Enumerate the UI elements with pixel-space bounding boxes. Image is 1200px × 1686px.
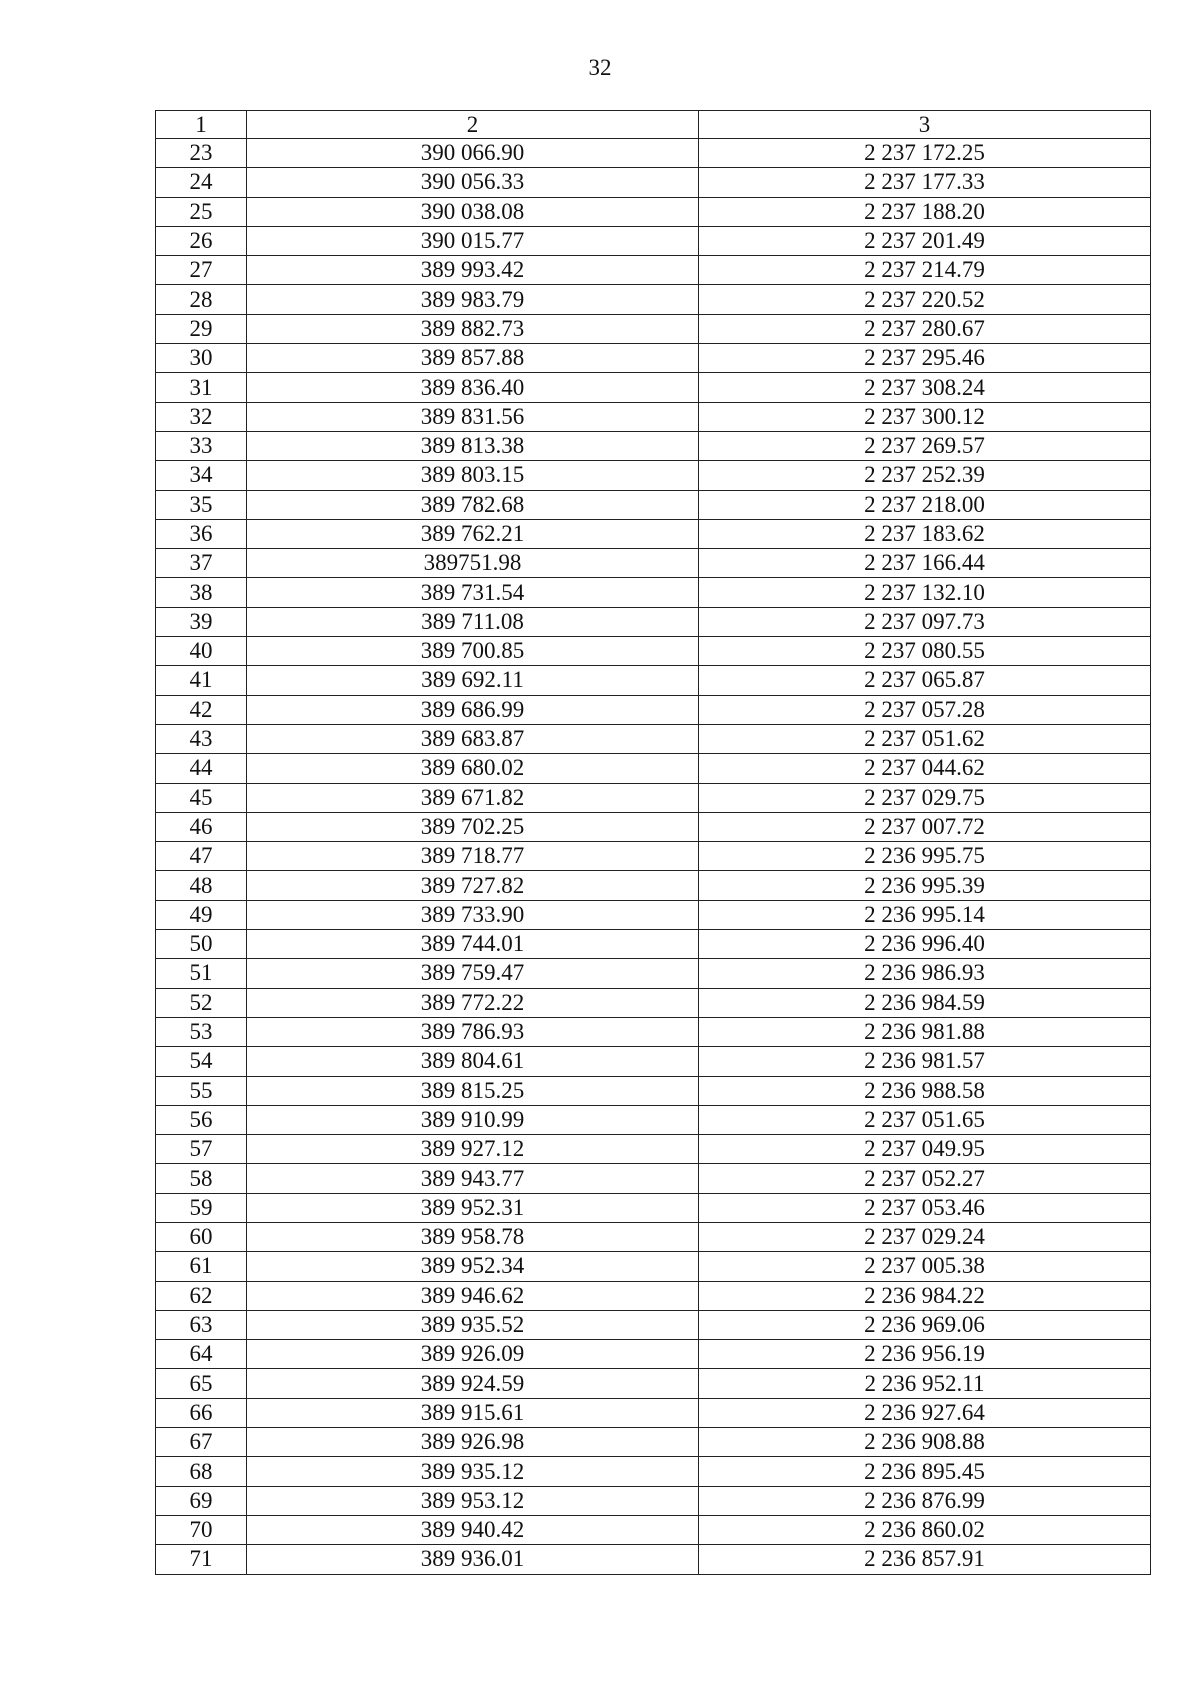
point-number-cell: 27 [156,256,247,285]
x-coordinate-cell: 389 926.09 [247,1340,699,1369]
point-number-cell: 40 [156,637,247,666]
y-coordinate-cell: 2 237 308.24 [699,373,1151,402]
x-coordinate-cell: 389 936.01 [247,1545,699,1574]
point-number-cell: 66 [156,1398,247,1427]
point-number-cell: 68 [156,1457,247,1486]
y-coordinate-cell: 2 237 080.55 [699,637,1151,666]
table-row [156,197,1151,226]
x-coordinate-cell: 389 683.87 [247,724,699,753]
point-number-cell: 58 [156,1164,247,1193]
point-number-cell: 46 [156,812,247,841]
x-coordinate-cell: 389 940.42 [247,1515,699,1544]
x-coordinate-cell: 389 804.61 [247,1047,699,1076]
y-coordinate-cell: 2 237 188.20 [699,197,1151,226]
point-number-cell: 33 [156,431,247,460]
table-row [156,1164,1151,1193]
y-coordinate-cell: 2 236 988.58 [699,1076,1151,1105]
point-number-cell: 28 [156,285,247,314]
y-coordinate-cell: 2 236 876.99 [699,1486,1151,1515]
y-coordinate-cell: 2 237 166.44 [699,549,1151,578]
y-coordinate-cell: 2 237 007.72 [699,812,1151,841]
y-coordinate-cell: 2 237 049.95 [699,1135,1151,1164]
table-row [156,1428,1151,1457]
table-row [156,842,1151,871]
point-number-cell: 39 [156,607,247,636]
point-number-cell: 43 [156,724,247,753]
y-coordinate-cell: 2 237 280.67 [699,314,1151,343]
x-coordinate-cell: 390 066.90 [247,139,699,168]
x-coordinate-cell: 389 692.11 [247,666,699,695]
x-coordinate-cell: 389 958.78 [247,1222,699,1251]
point-number-cell: 70 [156,1515,247,1544]
x-coordinate-cell: 389 927.12 [247,1135,699,1164]
y-coordinate-cell: 2 237 300.12 [699,402,1151,431]
point-number-cell: 50 [156,930,247,959]
table-header [156,111,1151,139]
x-coordinate-cell: 389 836.40 [247,373,699,402]
table-row [156,666,1151,695]
point-number-cell: 71 [156,1545,247,1574]
table-row [156,812,1151,841]
point-number-cell: 23 [156,139,247,168]
point-number-cell: 67 [156,1428,247,1457]
x-coordinate-cell: 389 983.79 [247,285,699,314]
y-coordinate-cell: 2 236 952.11 [699,1369,1151,1398]
x-coordinate-cell: 390 015.77 [247,226,699,255]
table-row [156,637,1151,666]
point-number-cell: 52 [156,988,247,1017]
table-row [156,578,1151,607]
table-row [156,1515,1151,1544]
x-coordinate-cell: 389 953.12 [247,1486,699,1515]
y-coordinate-cell: 2 237 005.38 [699,1252,1151,1281]
table-row [156,549,1151,578]
point-number-cell: 31 [156,373,247,402]
y-coordinate-cell: 2 237 201.49 [699,226,1151,255]
y-coordinate-cell: 2 236 996.40 [699,930,1151,959]
y-coordinate-cell: 2 237 044.62 [699,754,1151,783]
y-coordinate-cell: 2 237 097.73 [699,607,1151,636]
x-coordinate-cell: 389 671.82 [247,783,699,812]
point-number-cell: 63 [156,1310,247,1339]
table-row [156,519,1151,548]
table-row [156,1545,1151,1574]
table-row [156,139,1151,168]
table-row [156,1076,1151,1105]
x-coordinate-cell: 389 727.82 [247,871,699,900]
table-row [156,1398,1151,1427]
table-row [156,431,1151,460]
point-number-cell: 61 [156,1252,247,1281]
y-coordinate-cell: 2 236 969.06 [699,1310,1151,1339]
page-number: 32 [588,55,612,80]
header-col-3: 3 [699,111,1151,139]
y-coordinate-cell: 2 237 065.87 [699,666,1151,695]
x-coordinate-cell: 389 926.98 [247,1428,699,1457]
y-coordinate-cell: 2 236 986.93 [699,959,1151,988]
table-row [156,490,1151,519]
table-row [156,959,1151,988]
header-col-1: 1 [156,111,247,139]
y-coordinate-cell: 2 237 029.24 [699,1222,1151,1251]
point-number-cell: 57 [156,1135,247,1164]
x-coordinate-cell: 389 731.54 [247,578,699,607]
header-col-2: 2 [247,111,699,139]
table-row [156,988,1151,1017]
x-coordinate-cell: 390 056.33 [247,168,699,197]
point-number-cell: 65 [156,1369,247,1398]
x-coordinate-cell: 389 935.52 [247,1310,699,1339]
table-row [156,1486,1151,1515]
y-coordinate-cell: 2 236 995.75 [699,842,1151,871]
table-row [156,900,1151,929]
point-number-cell: 49 [156,900,247,929]
x-coordinate-cell: 389 772.22 [247,988,699,1017]
x-coordinate-cell: 389 718.77 [247,842,699,871]
x-coordinate-cell: 389 943.77 [247,1164,699,1193]
x-coordinate-cell: 389 935.12 [247,1457,699,1486]
y-coordinate-cell: 2 237 052.27 [699,1164,1151,1193]
point-number-cell: 36 [156,519,247,548]
point-number-cell: 24 [156,168,247,197]
y-coordinate-cell: 2 237 269.57 [699,431,1151,460]
y-coordinate-cell: 2 236 860.02 [699,1515,1151,1544]
header-row [156,111,1151,139]
x-coordinate-cell: 389 924.59 [247,1369,699,1398]
table-row [156,1193,1151,1222]
x-coordinate-cell: 389 952.31 [247,1193,699,1222]
y-coordinate-cell: 2 237 029.75 [699,783,1151,812]
x-coordinate-cell: 389 813.38 [247,431,699,460]
x-coordinate-cell: 390 038.08 [247,197,699,226]
y-coordinate-cell: 2 237 214.79 [699,256,1151,285]
table-row [156,695,1151,724]
table-row [156,1222,1151,1251]
x-coordinate-cell: 389 759.47 [247,959,699,988]
point-number-cell: 26 [156,226,247,255]
point-number-cell: 56 [156,1105,247,1134]
point-number-cell: 64 [156,1340,247,1369]
x-coordinate-cell: 389 831.56 [247,402,699,431]
point-number-cell: 32 [156,402,247,431]
x-coordinate-cell: 389 803.15 [247,461,699,490]
y-coordinate-cell: 2 237 220.52 [699,285,1151,314]
table-row [156,226,1151,255]
x-coordinate-cell: 389 744.01 [247,930,699,959]
point-number-cell: 59 [156,1193,247,1222]
point-number-cell: 60 [156,1222,247,1251]
x-coordinate-cell: 389 702.25 [247,812,699,841]
y-coordinate-cell: 2 237 252.39 [699,461,1151,490]
y-coordinate-cell: 2 237 172.25 [699,139,1151,168]
x-coordinate-cell: 389 993.42 [247,256,699,285]
point-number-cell: 30 [156,344,247,373]
y-coordinate-cell: 2 236 984.59 [699,988,1151,1017]
x-coordinate-cell: 389 782.68 [247,490,699,519]
table-row [156,314,1151,343]
point-number-cell: 42 [156,695,247,724]
point-number-cell: 38 [156,578,247,607]
x-coordinate-cell: 389 910.99 [247,1105,699,1134]
y-coordinate-cell: 2 236 895.45 [699,1457,1151,1486]
table-row [156,256,1151,285]
y-coordinate-cell: 2 237 053.46 [699,1193,1151,1222]
x-coordinate-cell: 389 786.93 [247,1017,699,1046]
table-row [156,1310,1151,1339]
table-row [156,1281,1151,1310]
coordinates-table [155,110,1151,1575]
point-number-cell: 53 [156,1017,247,1046]
point-number-cell: 34 [156,461,247,490]
point-number-cell: 51 [156,959,247,988]
y-coordinate-cell: 2 236 981.88 [699,1017,1151,1046]
table-row [156,930,1151,959]
x-coordinate-cell: 389 762.21 [247,519,699,548]
point-number-cell: 62 [156,1281,247,1310]
table-row [156,871,1151,900]
y-coordinate-cell: 2 237 183.62 [699,519,1151,548]
y-coordinate-cell: 2 237 057.28 [699,695,1151,724]
x-coordinate-cell: 389 711.08 [247,607,699,636]
x-coordinate-cell: 389 882.73 [247,314,699,343]
table-row [156,724,1151,753]
table-row [156,1340,1151,1369]
y-coordinate-cell: 2 237 051.65 [699,1105,1151,1134]
table-row [156,344,1151,373]
point-number-cell: 35 [156,490,247,519]
point-number-cell: 48 [156,871,247,900]
y-coordinate-cell: 2 237 132.10 [699,578,1151,607]
table-row [156,1135,1151,1164]
point-number-cell: 44 [156,754,247,783]
y-coordinate-cell: 2 237 295.46 [699,344,1151,373]
table-row [156,1017,1151,1046]
table-row [156,754,1151,783]
table-row [156,1369,1151,1398]
point-number-cell: 69 [156,1486,247,1515]
y-coordinate-cell: 2 236 857.91 [699,1545,1151,1574]
x-coordinate-cell: 389 733.90 [247,900,699,929]
point-number-cell: 45 [156,783,247,812]
y-coordinate-cell: 2 237 177.33 [699,168,1151,197]
table-row [156,1457,1151,1486]
point-number-cell: 54 [156,1047,247,1076]
x-coordinate-cell: 389 946.62 [247,1281,699,1310]
y-coordinate-cell: 2 236 995.14 [699,900,1151,929]
x-coordinate-cell: 389 815.25 [247,1076,699,1105]
y-coordinate-cell: 2 236 981.57 [699,1047,1151,1076]
x-coordinate-cell: 389 700.85 [247,637,699,666]
y-coordinate-cell: 2 237 218.00 [699,490,1151,519]
x-coordinate-cell: 389 686.99 [247,695,699,724]
table-row [156,783,1151,812]
table-row [156,607,1151,636]
point-number-cell: 37 [156,549,247,578]
x-coordinate-cell: 389751.98 [247,549,699,578]
table-row [156,168,1151,197]
table-row [156,1252,1151,1281]
table-row [156,373,1151,402]
x-coordinate-cell: 389 680.02 [247,754,699,783]
table-row [156,461,1151,490]
table-row [156,285,1151,314]
point-number-cell: 29 [156,314,247,343]
y-coordinate-cell: 2 236 984.22 [699,1281,1151,1310]
table-row [156,1105,1151,1134]
x-coordinate-cell: 389 857.88 [247,344,699,373]
table-body [156,139,1151,1575]
y-coordinate-cell: 2 236 927.64 [699,1398,1151,1427]
y-coordinate-cell: 2 237 051.62 [699,724,1151,753]
point-number-cell: 41 [156,666,247,695]
x-coordinate-cell: 389 952.34 [247,1252,699,1281]
y-coordinate-cell: 2 236 956.19 [699,1340,1151,1369]
table-row [156,402,1151,431]
point-number-cell: 55 [156,1076,247,1105]
y-coordinate-cell: 2 236 908.88 [699,1428,1151,1457]
x-coordinate-cell: 389 915.61 [247,1398,699,1427]
y-coordinate-cell: 2 236 995.39 [699,871,1151,900]
table-row [156,1047,1151,1076]
point-number-cell: 47 [156,842,247,871]
point-number-cell: 25 [156,197,247,226]
